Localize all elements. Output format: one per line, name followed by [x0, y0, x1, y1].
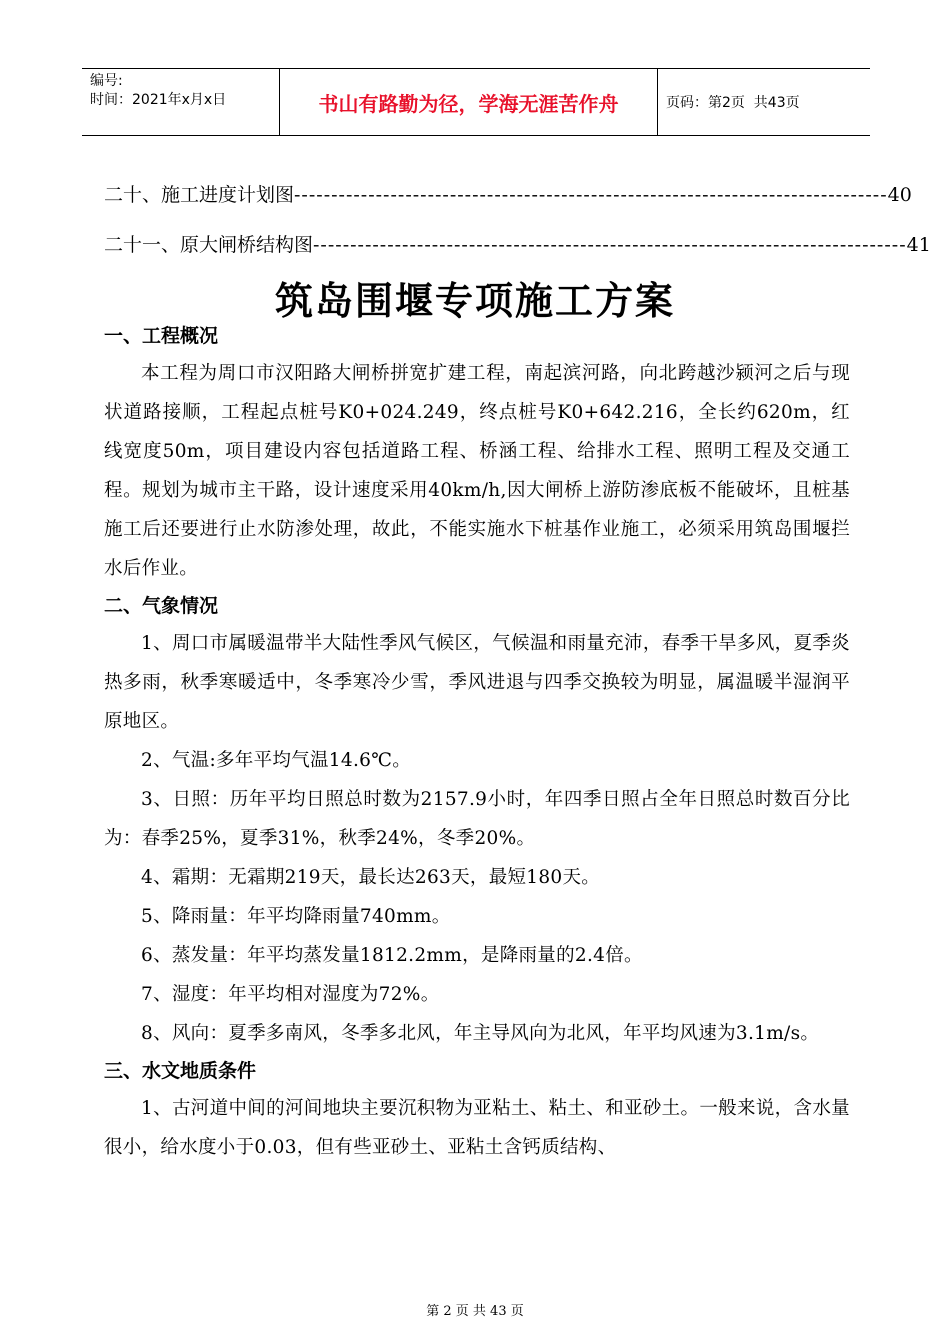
- paragraph: 8、风向：夏季多南风，冬季多北风，年主导风向为北风，年平均风速为3.1m/s。: [141, 1023, 820, 1044]
- paragraph: 1、古河道中间的河间地块主要沉积物为亚粘土、粘土、和亚砂土。一般来说，含水量很小，给水度小于0.03，但有些亚砂土、亚粘土含钙质结构、: [104, 1098, 850, 1158]
- document-body: [104, 318, 850, 1167]
- header-meta: [82, 69, 280, 135]
- toc-entry-label: 二十一、原大闸桥结构图: [104, 234, 314, 256]
- paragraph: 2、气温:多年平均气温14.6℃。: [141, 750, 411, 771]
- paragraph: 4、霜期：无霜期219天，最长达263天，最短180天。: [141, 867, 601, 888]
- section-heading: 三、水文地质条件: [104, 1060, 257, 1082]
- header-page-info: [658, 69, 870, 135]
- header-motto: 书山有路勤为径，学海无涯苦作舟: [280, 69, 658, 135]
- paragraph: 本工程为周口市汉阳路大闸桥拼宽扩建工程，南起滨河路，向北跨越沙颍河之后与现状道路接顺，工程起点桩号K0+024.249，终点桩号K0+642.216，全长约620m，红线宽度50m，项目建设内容包括道路工程、桥涵工程、给排水工程、照明工程及交通工程。规划为城市主干路，设计速度采用40km/h,因大闸桥上游防渗底板不能破坏，且桩基施工后还要进行止水防渗处理，故此，不能实施水下桩基作业施工，必须采用筑岛围堰拦水后作业。: [104, 363, 850, 579]
- toc-entry: [104, 180, 912, 207]
- toc-entry-label: 二十、施工进度计划图: [104, 184, 295, 206]
- header-page-info-text: 页码：第2页 共43页: [666, 95, 800, 111]
- toc-entry-page: 40: [887, 184, 912, 206]
- header-time-label: 时间：2021年x月x日: [90, 92, 227, 108]
- toc-leader: --------------------------------------------------------------------------------: [313, 234, 907, 256]
- paragraph: 7、湿度：年平均相对湿度为72%。: [141, 984, 440, 1005]
- paragraph: 3、日照：历年平均日照总时数为2157.9小时，年四季日照占全年日照总时数百分比为：春季25%，夏季31%，秋季24%，冬季20%。: [104, 789, 850, 849]
- paragraph: 1、周口市属暖温带半大陆性季风气候区，气候温和雨量充沛，春季干旱多风，夏季炎热多雨，秋季寒暖适中，冬季寒冷少雪，季风进退与四季交换较为明显，属温暖半湿润平原地区。: [104, 633, 850, 732]
- document-title: 筑岛围堰专项施工方案: [274, 279, 675, 323]
- toc-entry-page: 41: [906, 234, 931, 256]
- paragraph: 6、蒸发量：年平均蒸发量1812.2mm，是降雨量的2.4倍。: [141, 945, 643, 966]
- page-header: [82, 68, 870, 136]
- toc-entry: [104, 230, 931, 257]
- section-heading: 一、工程概况: [104, 325, 219, 347]
- paragraph: 5、降雨量：年平均降雨量740mm。: [141, 906, 451, 927]
- toc-leader: --------------------------------------------------------------------------------: [294, 184, 888, 206]
- header-number-label: 编号:: [90, 73, 123, 89]
- page-footer: 第 2 页 共 43 页: [426, 1304, 524, 1319]
- section-heading: 二、气象情况: [104, 595, 219, 617]
